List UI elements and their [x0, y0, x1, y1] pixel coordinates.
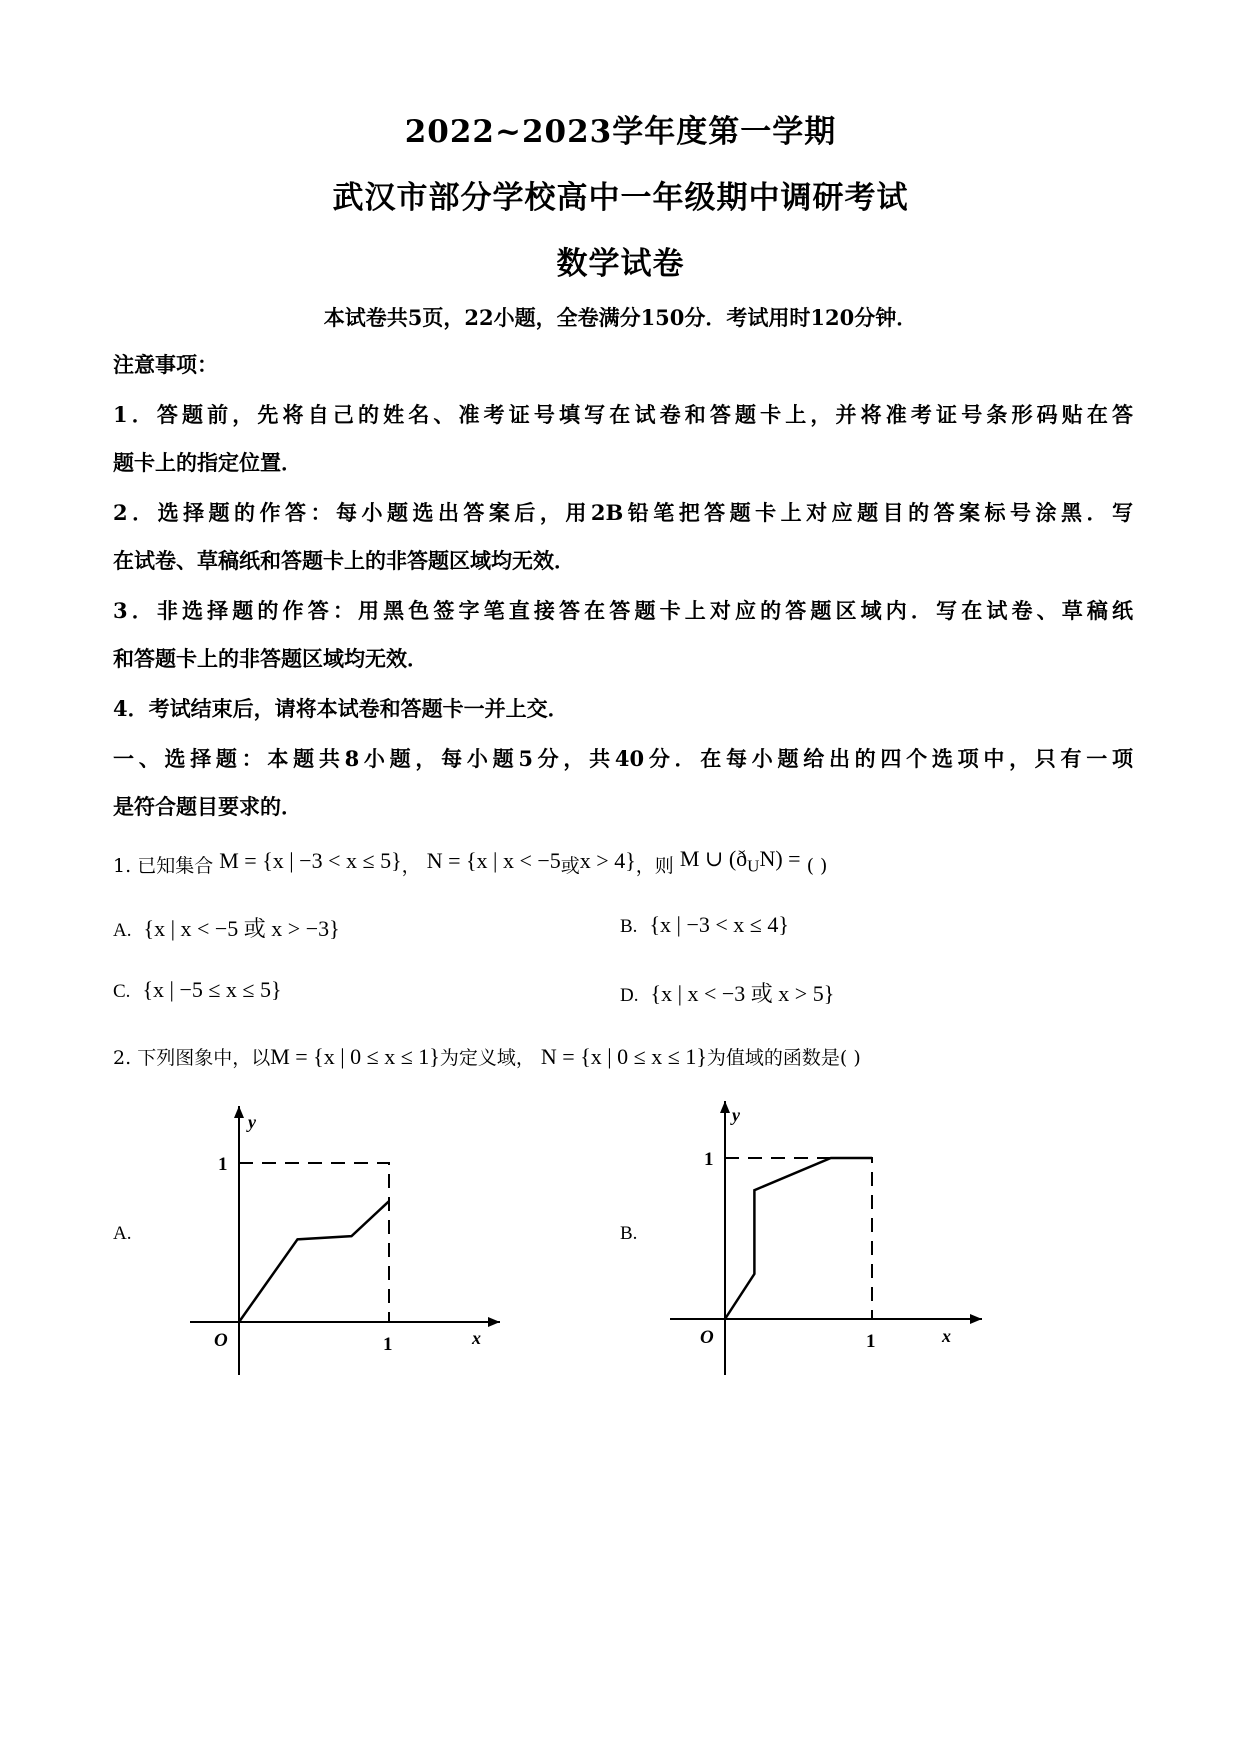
note-4: 4．考试结束后，请将本试卷和答题卡一并上交． [113, 696, 569, 721]
graph-b-x-tick-label: 1 [866, 1331, 876, 1352]
question-1-prefix: 已知集合 [137, 855, 214, 877]
question-2-mid: 为定义域， [439, 1047, 535, 1069]
notes-heading: 注意事项： [113, 352, 218, 377]
question-1-option-d [620, 977, 834, 1008]
graph-b-y-tick-label: 1 [704, 1149, 714, 1170]
question-1-option-b [620, 912, 789, 938]
exam-title-subject: 数学试卷 [556, 246, 685, 282]
graph-a-x-label: x [472, 1328, 481, 1348]
graph-b-x-label: x [942, 1326, 951, 1346]
question-1 [113, 846, 828, 882]
question-1-expression [679, 846, 801, 876]
question-1-answer-paren: ( ) [806, 855, 828, 877]
question-1-option-a [113, 912, 340, 943]
graph-a-x-arrow [488, 1317, 500, 1327]
note-3-line-2: 和答题卡上的非答题区域均无效． [113, 646, 428, 671]
option-c-letter: C. [113, 981, 131, 1002]
graph-a-dashed-bound [239, 1163, 389, 1322]
exam-title-year: 2022~2023学年度第一学期 [404, 114, 837, 150]
option-d-letter: D. [620, 985, 639, 1006]
question-2-set-n: N = {x | 0 ≤ x ≤ 1} [540, 1044, 707, 1069]
question-1-set-m: M = {x | −3 < x ≤ 5} [219, 848, 402, 873]
question-1-expr-start: M ∪ (ð [679, 846, 748, 871]
graph-b-origin-label: O [700, 1327, 714, 1348]
note-1-line-2: 题卡上的指定位置． [113, 450, 302, 475]
exam-subtitle: 本试卷共5页，22小题，全卷满分150分．考试用时120分钟． [323, 305, 918, 330]
graph-a-option-label: A. [113, 1223, 132, 1244]
question-1-then: ，则 [635, 855, 674, 877]
question-1-or-word: 或 [560, 855, 580, 877]
note-1-line-1: 1．答题前，先将自己的姓名、准考证号填写在试卷和答题卡上，并将准考证号条形码贴在答 [113, 402, 1133, 427]
graph-b-curve [725, 1158, 872, 1319]
option-b-text: {x | −3 < x ≤ 4} [649, 912, 789, 937]
question-1-comma: ， [401, 855, 421, 877]
question-1-expr-end: N) = [759, 846, 801, 871]
graph-b-dashed-bound [725, 1158, 872, 1319]
option-d-text: {x | x < −3 或 x > 5} [650, 981, 835, 1006]
graph-a [190, 1100, 510, 1380]
graph-a-origin-label: O [214, 1330, 228, 1351]
option-a-text: {x | x < −5 或 x > −3} [143, 916, 340, 941]
graph-a-y-label: y [248, 1112, 256, 1132]
graph-a-y-arrow [234, 1106, 244, 1118]
graph-a-y-tick-label: 1 [218, 1154, 228, 1175]
option-b-letter: B. [620, 916, 638, 937]
section-1-heading-line-1: 一、选择题：本题共8小题，每小题5分，共40分．在每小题给出的四个选项中，只有一项 [113, 746, 1133, 771]
question-1-option-c [113, 977, 282, 1003]
question-2-suffix: 为值域的函数是( ) [706, 1047, 861, 1069]
question-2 [113, 1043, 861, 1070]
question-1-set-n-part-1: N = {x | x < −5 [426, 848, 561, 873]
option-c-text: {x | −5 ≤ x ≤ 5} [142, 977, 282, 1002]
note-2-line-2: 在试卷、草稿纸和答题卡上的非答题区域均无效． [113, 548, 575, 573]
graph-a-curve [239, 1201, 389, 1322]
question-1-number: 1. [113, 855, 132, 877]
question-1-expr-subscript: U [747, 856, 760, 876]
graph-b [670, 1095, 990, 1380]
section-1-heading-line-2: 是符合题目要求的． [113, 794, 302, 819]
graph-b-option-label: B. [620, 1223, 638, 1244]
question-1-set-n-part-2: x > 4} [579, 848, 636, 873]
exam-title-school: 武汉市部分学校高中一年级期中调研考试 [332, 180, 909, 216]
graph-b-y-arrow [720, 1101, 730, 1113]
note-3-line-1: 3．非选择题的作答：用黑色签字笔直接答在答题卡上对应的答题区域内．写在试卷、草稿纸 [113, 598, 1133, 623]
graph-a-x-tick-label: 1 [383, 1334, 393, 1355]
graph-b-x-arrow [970, 1314, 982, 1324]
question-2-number: 2. [113, 1047, 132, 1069]
note-2-line-1: 2．选择题的作答：每小题选出答案后，用2B铅笔把答题卡上对应题目的答案标号涂黑．写 [113, 500, 1133, 525]
graph-b-y-label: y [732, 1105, 740, 1125]
question-2-prefix: 下列图象中，以 [137, 1047, 271, 1069]
question-2-set-m: M = {x | 0 ≤ x ≤ 1} [270, 1044, 440, 1069]
option-a-letter: A. [113, 920, 132, 941]
